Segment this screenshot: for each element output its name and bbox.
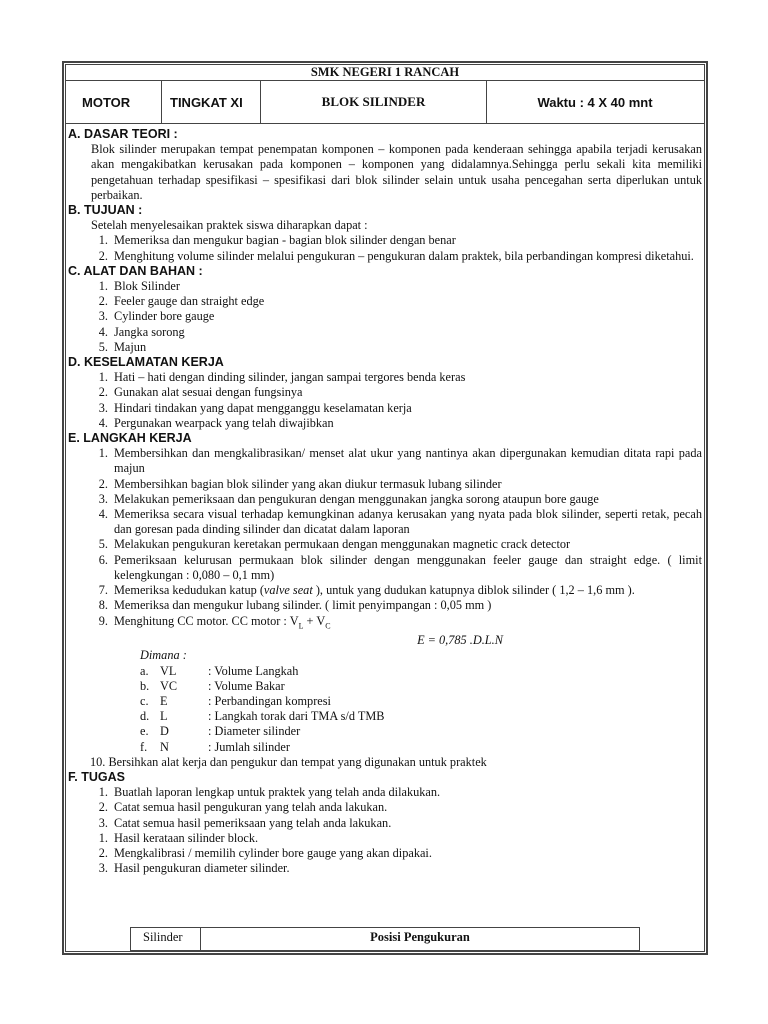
definition-k: N [160,739,169,754]
list-text: Blok Silinder [114,279,180,294]
e-item [68,598,702,613]
list-number: 2. [98,248,108,263]
valve-seat-term: valve seat [263,583,313,598]
list-number: 5. [98,339,108,354]
list-text: Menghitung CC motor. CC motor : $V_L + V_C$ [114,613,331,630]
list-number: 1. [98,446,108,461]
section-c-list [68,279,702,355]
definition-v: : Langkah torak dari TMA s/d TMB [208,709,385,724]
list-text: Hasil kerataan silinder block. [114,830,259,845]
list-text: Majun [114,339,147,354]
section-b-title: B. TUJUAN : [68,203,143,218]
list-number: 2. [98,476,108,491]
e-item [68,553,702,583]
list-text: Mengkalibrasi / memilih cylinder bore gauge yang akan dipakai. [114,846,432,860]
f-item [68,785,702,800]
list-number: 3. [98,815,108,830]
list-text: Memeriksa dan mengukur bagian - bagian blok silinder dengan benar [114,233,456,248]
topic-label: BLOK SILINDER [321,94,426,109]
list-number: 1. [98,370,108,385]
definition-row [140,694,702,709]
c-item [68,294,702,309]
measurement-table [130,927,640,951]
list-text: Cylinder bore gauge [114,309,215,324]
list-number: 3. [98,400,108,415]
list-text: Feeler gauge dan straight edge [114,294,265,309]
list-text: Hati – hati dengan dinding silinder, jangan sampai tergores benda keras [114,370,466,385]
table-header-silinder: Silinder [131,928,201,950]
list-number: 1. [98,785,108,800]
list-number: 3. [98,861,108,876]
e-item [68,537,702,552]
definition-v: : Volume Bakar [208,678,285,693]
definition-l: b. [140,678,150,693]
formula: E = 0,785 .D.L.N [417,633,503,648]
list-number: 5. [98,537,108,552]
c-item [68,325,702,340]
section-e-title: E. LANGKAH KERJA [68,431,192,446]
definition-v: : Perbandingan kompresi [208,693,331,708]
section-c-title: C. ALAT DAN BAHAN : [68,263,203,278]
f-item [68,831,702,846]
definition-l: f. [140,739,148,754]
definition-l: d. [140,709,150,724]
definition-v: : Jumlah silinder [208,739,290,754]
list-number: 2. [98,846,108,860]
e-item [68,477,702,492]
list-text: Pergunakan wearpack yang telah diwajibkan [114,415,334,430]
section-f-list [68,785,702,876]
section-d-list [68,370,702,431]
f-item [68,816,702,831]
list-number: 4. [98,415,108,430]
e-item [68,446,702,476]
list-number: 1. [98,830,108,845]
time-label: Waktu : 4 X 40 mnt [537,94,653,110]
f-item [68,800,702,815]
list-number: 4. [98,324,108,339]
d-item [68,385,702,400]
c-item [68,279,702,294]
list-number: 8. [98,598,108,613]
e-item [68,614,702,634]
definitions-list [68,664,702,755]
section-b-intro: Setelah menyelesaikan praktek siswa diharapkan dapat : [91,218,368,233]
definition-l: a. [140,663,149,678]
f-item [68,861,702,876]
definition-row [140,724,702,739]
list-number: 1. [98,233,108,248]
e-item [68,492,702,507]
e-item [68,583,702,598]
list-text: Membersihkan dan mengkalibrasikan/ menset alat ukur yang nantinya akan dipergunakan kemudian ditata rapi pada majun [114,446,702,476]
definition-v: : Volume Langkah [208,663,299,678]
list-text: Menghitung volume silinder melalui pengukuran – pengukuran dalam praktek, bila perbandingan kompresi diketahui. [114,248,694,263]
definition-k: E [160,693,168,708]
d-item [68,370,702,385]
definition-k: D [160,724,169,739]
section-f-title: F. TUGAS [68,769,125,784]
dimana-label: Dimana : [140,648,187,663]
b-item [68,249,702,264]
e-item [68,507,702,537]
list-text: Catat semua hasil pemeriksaan yang telah anda lakukan. [114,815,392,830]
table-header-posisi: Posisi Pengukuran [370,930,470,944]
definition-v: : Diameter silinder [208,724,301,739]
subscript-l: L [298,620,304,630]
definition-row [140,679,702,694]
subscript-c: C [325,620,331,630]
list-number: 3. [98,309,108,324]
definition-l: e. [140,724,149,739]
list-number: 6. [98,552,108,567]
document-body [68,127,702,876]
level-label: TINGKAT XI [170,94,243,110]
header-divider [161,81,162,123]
list-number: 2. [98,800,108,815]
definition-l: c. [140,693,149,708]
section-b-list [68,233,702,263]
list-text: Memeriksa dan mengukur lubang silinder. ( limit penyimpangan : 0,05 mm ) [114,598,492,613]
section-a-title: A. DASAR TEORI : [68,127,178,141]
list-text: Jangka sorong [114,324,185,339]
b-item [68,233,702,248]
list-number: 2. [98,294,108,309]
list-number: 4. [98,507,108,522]
definition-row [140,709,702,724]
school-title: SMK NEGERI 1 RANCAH [66,64,704,81]
section-a-text: Blok silinder merupakan tempat penempatan komponen – komponen pada kenderaan sehingga apabila terjadi kerusakan akan mengakibatkan kerusakan pada komponen – komponen yang didalamnya.Sehingga perlu sekali kita memiliki pengetahuan terhadap spesifikasi – spesifikasi dari blok silinder selain untuk usaha pencegahan serta diperlukan untuk perbaikan. [91,142,702,202]
d-item [68,401,702,416]
list-text: Melakukan pemeriksaan dan pengukuran dengan menggunakan jangka sorong ataupun bore gauge [114,491,599,506]
f-item [68,846,702,861]
list-number: 1. [98,279,108,294]
list-text: Buatlah laporan lengkap untuk praktek yang telah anda dilakukan. [114,785,441,800]
list-text: Memeriksa secara visual terhadap kemungkinan adanya kerusakan yang nyata pada blok silinder, seperti retak, pecah dan goresan pada dinding silinder dan dicatat dalam laporan [114,507,702,537]
list-text: Catat semua hasil pengukuran yang telah anda lakukan. [114,800,388,815]
list-text: Hasil pengukuran diameter silinder. [114,861,290,876]
definition-k: L [160,709,168,724]
list-number: 7. [98,583,108,598]
subject-label: MOTOR [82,94,131,110]
list-text: Gunakan alat sesuai dengan fungsinya [114,385,303,400]
list-text: Memeriksa kedudukan katup (valve seat ), untuk yang dudukan katupnya diblok silinder ( 1,2 – 1,6 mm ). [114,583,635,598]
definition-row [140,740,702,755]
list-text: Pemeriksaan kelurusan permukaan blok silinder dengan menggunakan feeler gauge dan straight edge. ( limit kelengkungan : 0,080 – 0,1 mm) [114,552,702,582]
c-item [68,309,702,324]
c-item [68,340,702,355]
d-item [68,416,702,431]
section-e-list [68,446,702,633]
list-text: Membersihkan bagian blok silinder yang akan diukur termasuk lubang silinder [114,476,502,491]
definition-row [140,664,702,679]
section-d-title: D. KESELAMATAN KERJA [68,355,224,370]
list-number: 9. [98,613,108,628]
section-e-item-10: 10. Bersihkan alat kerja dan pengukur dan tempat yang digunakan untuk praktek [90,754,487,769]
list-text: Melakukan pengukuran keretakan permukaan dengan menggunakan magnetic crack detector [114,537,571,552]
definition-k: VL [160,663,177,678]
definition-k: VC [160,678,178,693]
list-text: Hindari tindakan yang dapat mengganggu keselamatan kerja [114,400,412,415]
list-number: 3. [98,491,108,506]
list-number: 2. [98,385,108,400]
